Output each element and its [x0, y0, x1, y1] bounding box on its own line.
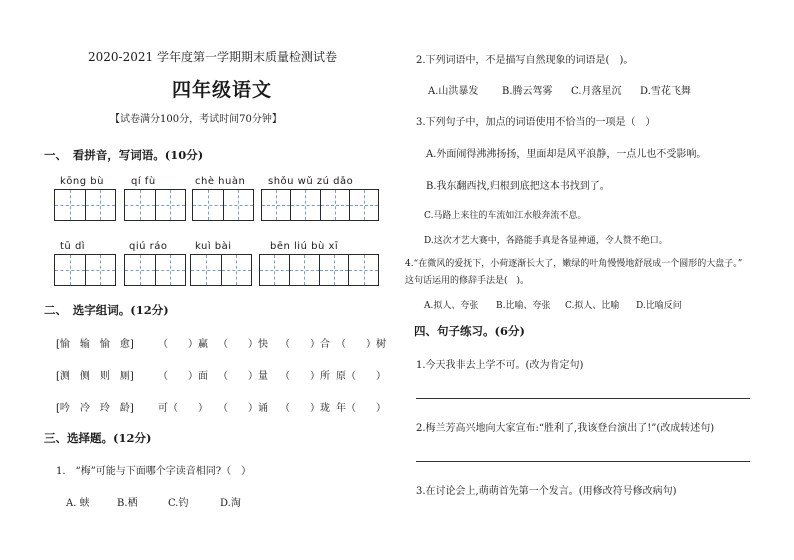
- exam-title: 2020-2021 学年度第一学期期末质量检测试卷: [88, 50, 337, 64]
- writing-box-5[interactable]: [54, 254, 116, 286]
- question-4-line2: 这句话运用的修辞手法是( )。: [405, 276, 530, 286]
- pinyin-7: kuì bài: [195, 241, 232, 252]
- answer-line-2[interactable]: [416, 461, 750, 462]
- word-2-4[interactable]: 原（ ）: [336, 371, 386, 382]
- word-2-1[interactable]: （ ）面: [158, 371, 208, 382]
- section2-heading: 二、 选字组词。(12分): [44, 303, 169, 317]
- q4-option-a[interactable]: A.拟人、夸张: [424, 301, 479, 311]
- q3-option-b[interactable]: B.我东翻西找,归根到底把这本书找到了。: [426, 181, 610, 192]
- q2-option-d[interactable]: D.雪花飞舞: [640, 86, 691, 97]
- pinyin-3: chè huàn: [195, 176, 246, 187]
- note-time: 70: [239, 114, 252, 125]
- q4-option-c[interactable]: C.拟人、比喻: [565, 301, 620, 311]
- answer-line-1[interactable]: [416, 398, 750, 399]
- writing-box-8[interactable]: [259, 254, 379, 286]
- writing-box-3[interactable]: [192, 189, 254, 221]
- pinyin-6: qiú ráo: [129, 241, 168, 252]
- word-3-1[interactable]: 可（ ）: [158, 403, 208, 414]
- q2-option-b[interactable]: B.腾云驾雾: [502, 86, 553, 97]
- q3-option-a[interactable]: A.外面闹得沸沸扬扬，里面却是风平浪静，一点儿也不受影响。: [426, 149, 707, 160]
- question-1: 1. “梅”可能与下面哪个字读音相同?（ ）: [56, 466, 252, 477]
- writing-box-2[interactable]: [124, 189, 186, 221]
- sentence-3: 3.在讨论会上,萌萌首先第一个发言。(用修改符号修改病句): [416, 486, 677, 497]
- char-group-1: [愉 输 愉 愈]: [56, 339, 134, 350]
- word-3-4[interactable]: 年（ ）: [336, 403, 386, 414]
- writing-box-7[interactable]: [190, 254, 252, 286]
- pinyin-1: kōng bù: [60, 176, 104, 187]
- q4-option-b[interactable]: B.比喻、夸张: [496, 301, 551, 311]
- subject-title: 四年级语文: [172, 79, 273, 101]
- char-group-2: [测 侧 则 厕]: [56, 371, 134, 382]
- question-4-line1: 4.“在微风的爱抚下，小荷逐渐长大了，嫩绿的叶角慢慢地舒展成一个圆形的大盘子。”: [405, 259, 743, 269]
- word-1-1[interactable]: （ ）赢: [158, 339, 208, 350]
- pinyin-5: tū dì: [60, 241, 86, 252]
- note-prefix: 【试卷满分: [110, 114, 160, 125]
- writing-box-1[interactable]: [54, 189, 116, 221]
- section4-heading: 四、句子练习。(6分): [414, 324, 525, 338]
- q3-option-c[interactable]: C.马路上来往的车流如江水般奔流不息。: [424, 211, 587, 221]
- word-3-2[interactable]: （ ）诵: [218, 403, 268, 414]
- word-2-2[interactable]: （ ）量: [218, 371, 268, 382]
- exam-note: [110, 110, 282, 125]
- word-2-3[interactable]: （ ）所: [280, 371, 330, 382]
- question-3: 3.下列句子中，加点的词语使用不恰当的一项是（ ）: [416, 117, 656, 128]
- note-suffix: 分钟】: [251, 114, 282, 125]
- q3-option-d[interactable]: D.这次才艺大赛中，各路能手真是各显神通，令人赞不绝口。: [424, 236, 668, 246]
- word-1-3[interactable]: （ ）合: [280, 339, 330, 350]
- writing-box-6[interactable]: [124, 254, 186, 286]
- q1-option-b[interactable]: B.栖: [117, 498, 138, 509]
- question-2: 2.下列词语中，不是描写自然现象的词语是( )。: [416, 55, 634, 66]
- char-group-3: [吟 冷 玲 龄]: [56, 403, 134, 414]
- pinyin-8: bēn liú bù xī: [270, 241, 339, 252]
- word-1-4[interactable]: （ ）树: [336, 339, 386, 350]
- q2-option-a[interactable]: A.山洪暴发: [428, 86, 479, 97]
- note-mid: 分，考试时间: [179, 114, 240, 125]
- q1-option-c[interactable]: C.钓: [168, 498, 189, 509]
- pinyin-4: shǒu wǔ zú dǎo: [268, 176, 354, 187]
- sentence-2: 2.梅兰芳高兴地向大家宣布:“胜利了,我该登台演出了!”(改成转述句): [416, 423, 715, 434]
- sentence-1: 1.今天我非去上学不可。(改为肯定句): [416, 360, 584, 371]
- q2-option-c[interactable]: C.月落星沉: [571, 86, 622, 97]
- q1-option-a[interactable]: A. 蛱: [66, 498, 90, 509]
- note-score: 100: [160, 114, 180, 125]
- q1-option-d[interactable]: D.淘: [220, 498, 241, 509]
- section1-heading: 一、 看拼音，写词语。(10分): [44, 148, 204, 162]
- word-3-3[interactable]: （ ）珑: [280, 403, 330, 414]
- section3-heading: 三、选择题。(12分): [44, 431, 152, 445]
- word-1-2[interactable]: （ ）快: [218, 339, 268, 350]
- writing-box-4[interactable]: [261, 189, 379, 221]
- pinyin-2: qí fù: [131, 176, 156, 187]
- q4-option-d[interactable]: D.比喻反问: [636, 301, 682, 311]
